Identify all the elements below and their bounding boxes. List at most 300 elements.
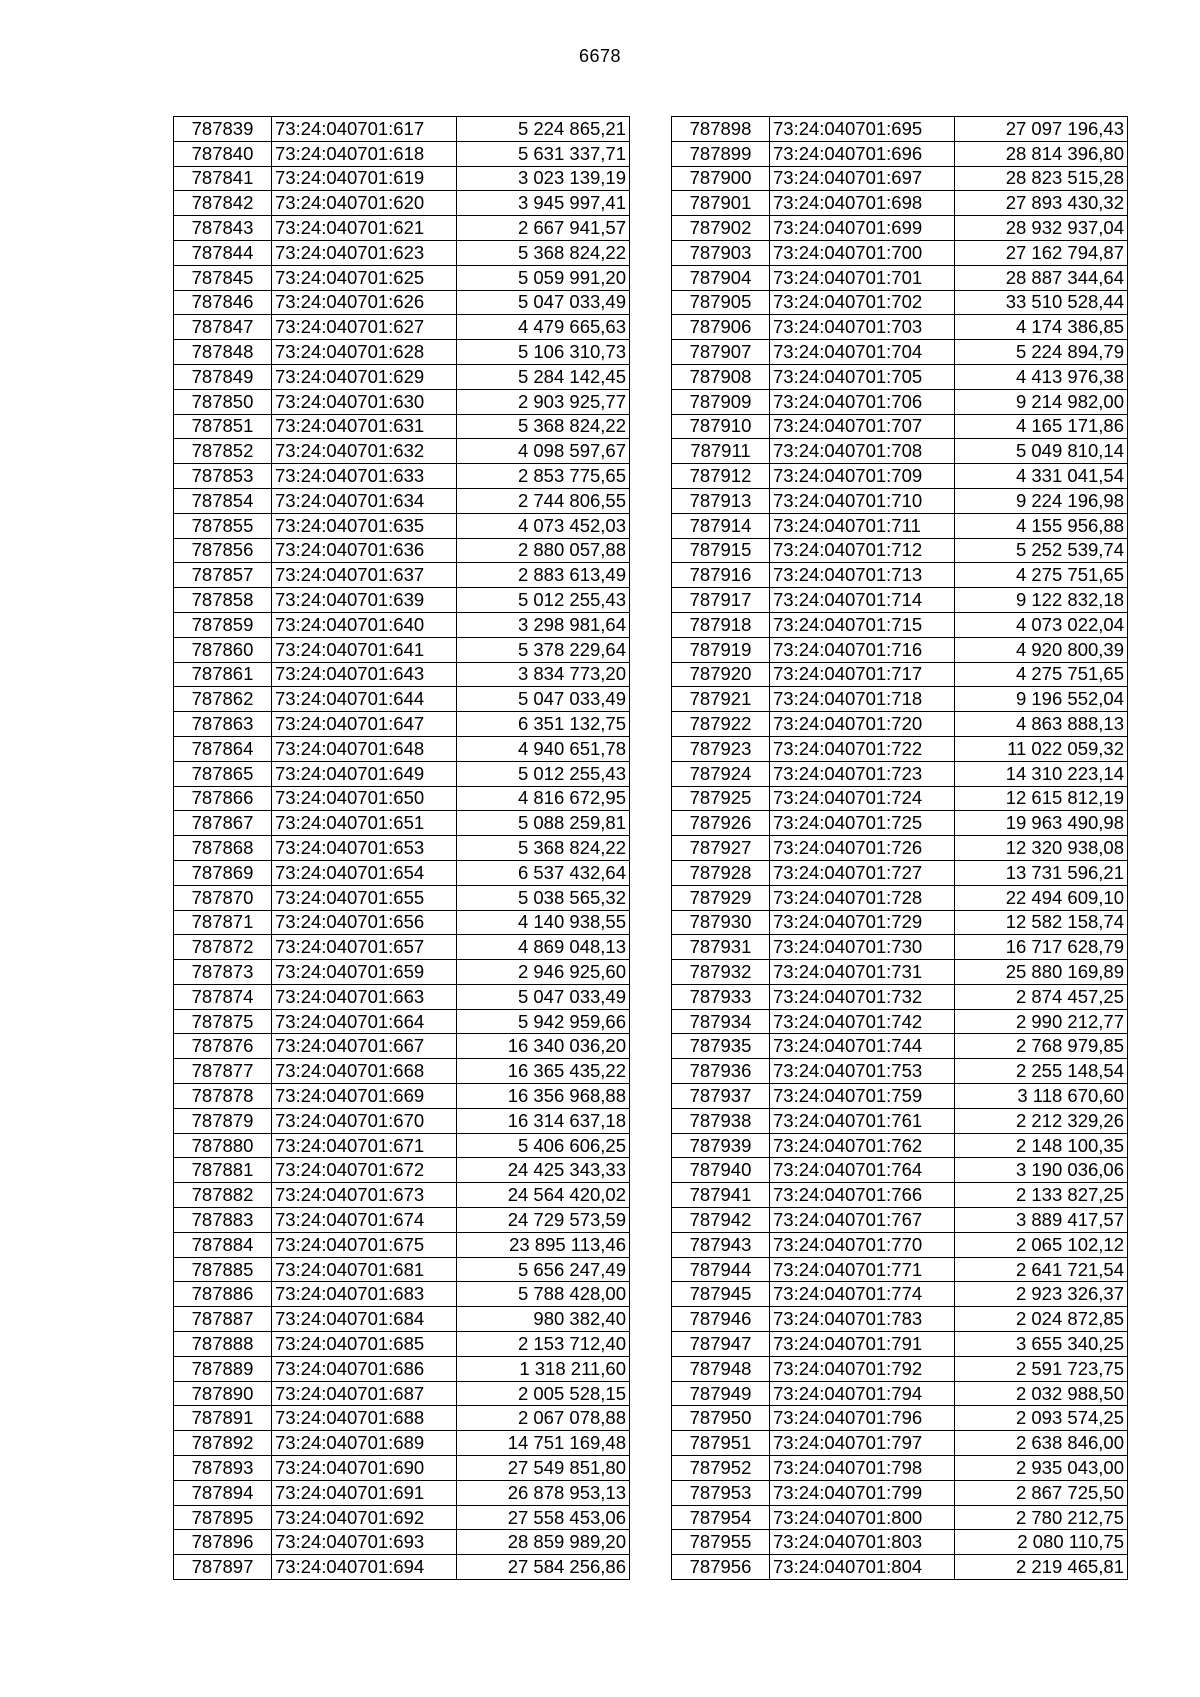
table-row bbox=[672, 414, 1128, 439]
record-number-cell: 787940 bbox=[672, 1158, 770, 1183]
record-number-cell: 787911 bbox=[672, 439, 770, 464]
cadastral-value-cell: 5 224 865,21 bbox=[457, 117, 630, 142]
cadastral-value-cell: 2 080 110,75 bbox=[955, 1530, 1128, 1555]
table-row bbox=[672, 1059, 1128, 1084]
table-row bbox=[174, 935, 630, 960]
table-row bbox=[672, 166, 1128, 191]
record-number-cell: 787948 bbox=[672, 1356, 770, 1381]
cadastral-number-cell: 73:24:040701:699 bbox=[770, 216, 955, 241]
table-row bbox=[672, 1530, 1128, 1555]
table-row bbox=[672, 1431, 1128, 1456]
record-number-cell: 787846 bbox=[174, 290, 272, 315]
table-row bbox=[174, 836, 630, 861]
table-row bbox=[672, 662, 1128, 687]
cadastral-number-cell: 73:24:040701:674 bbox=[272, 1208, 457, 1233]
cadastral-number-cell: 73:24:040701:715 bbox=[770, 612, 955, 637]
cadastral-number-cell: 73:24:040701:625 bbox=[272, 265, 457, 290]
record-number-cell: 787878 bbox=[174, 1084, 272, 1109]
cadastral-value-cell: 12 320 938,08 bbox=[955, 836, 1128, 861]
cadastral-value-cell: 12 582 158,74 bbox=[955, 910, 1128, 935]
cadastral-value-cell: 3 190 036,06 bbox=[955, 1158, 1128, 1183]
table-row bbox=[174, 1232, 630, 1257]
cadastral-number-cell: 73:24:040701:701 bbox=[770, 265, 955, 290]
table-row bbox=[672, 712, 1128, 737]
cadastral-value-cell: 5 047 033,49 bbox=[457, 984, 630, 1009]
cadastral-number-cell: 73:24:040701:730 bbox=[770, 935, 955, 960]
table-row bbox=[174, 885, 630, 910]
cadastral-number-cell: 73:24:040701:691 bbox=[272, 1480, 457, 1505]
cadastral-value-cell: 2 255 148,54 bbox=[955, 1059, 1128, 1084]
table-row bbox=[174, 1332, 630, 1357]
table-row bbox=[672, 736, 1128, 761]
cadastral-value-cell: 4 275 751,65 bbox=[955, 563, 1128, 588]
cadastral-number-cell: 73:24:040701:702 bbox=[770, 290, 955, 315]
table-row bbox=[174, 216, 630, 241]
table-row bbox=[174, 439, 630, 464]
cadastral-value-cell: 16 340 036,20 bbox=[457, 1034, 630, 1059]
table-row bbox=[672, 1555, 1128, 1580]
table-row bbox=[672, 117, 1128, 142]
table-row bbox=[174, 1555, 630, 1580]
table-row bbox=[672, 935, 1128, 960]
record-number-cell: 787922 bbox=[672, 712, 770, 737]
cadastral-number-cell: 73:24:040701:637 bbox=[272, 563, 457, 588]
table-row bbox=[174, 984, 630, 1009]
cadastral-value-cell: 5 631 337,71 bbox=[457, 141, 630, 166]
cadastral-number-cell: 73:24:040701:704 bbox=[770, 340, 955, 365]
table-row bbox=[174, 910, 630, 935]
record-number-cell: 787844 bbox=[174, 240, 272, 265]
record-number-cell: 787945 bbox=[672, 1282, 770, 1307]
table-row bbox=[672, 563, 1128, 588]
cadastral-number-cell: 73:24:040701:724 bbox=[770, 786, 955, 811]
cadastral-number-cell: 73:24:040701:697 bbox=[770, 166, 955, 191]
table-row bbox=[672, 439, 1128, 464]
record-number-cell: 787946 bbox=[672, 1307, 770, 1332]
cadastral-number-cell: 73:24:040701:729 bbox=[770, 910, 955, 935]
record-number-cell: 787907 bbox=[672, 340, 770, 365]
cadastral-value-cell: 5 047 033,49 bbox=[457, 687, 630, 712]
cadastral-value-cell: 2 153 712,40 bbox=[457, 1332, 630, 1357]
record-number-cell: 787953 bbox=[672, 1480, 770, 1505]
table-row bbox=[174, 389, 630, 414]
cadastral-number-cell: 73:24:040701:656 bbox=[272, 910, 457, 935]
cadastral-number-cell: 73:24:040701:641 bbox=[272, 637, 457, 662]
cadastral-number-cell: 73:24:040701:636 bbox=[272, 538, 457, 563]
record-number-cell: 787938 bbox=[672, 1108, 770, 1133]
record-number-cell: 787850 bbox=[174, 389, 272, 414]
table-row bbox=[174, 117, 630, 142]
record-number-cell: 787885 bbox=[174, 1257, 272, 1282]
page-number: 6678 bbox=[578, 46, 622, 66]
cadastral-value-cell: 16 717 628,79 bbox=[955, 935, 1128, 960]
cadastral-number-cell: 73:24:040701:659 bbox=[272, 960, 457, 985]
table-row bbox=[174, 464, 630, 489]
table-row bbox=[672, 513, 1128, 538]
record-number-cell: 787859 bbox=[174, 612, 272, 637]
cadastral-value-cell: 5 047 033,49 bbox=[457, 290, 630, 315]
cadastral-number-cell: 73:24:040701:710 bbox=[770, 488, 955, 513]
record-number-cell: 787920 bbox=[672, 662, 770, 687]
record-number-cell: 787934 bbox=[672, 1009, 770, 1034]
record-number-cell: 787909 bbox=[672, 389, 770, 414]
cadastral-value-cell: 4 413 976,38 bbox=[955, 364, 1128, 389]
cadastral-number-cell: 73:24:040701:700 bbox=[770, 240, 955, 265]
cadastral-number-cell: 73:24:040701:647 bbox=[272, 712, 457, 737]
cadastral-number-cell: 73:24:040701:708 bbox=[770, 439, 955, 464]
cadastral-value-cell: 3 298 981,64 bbox=[457, 612, 630, 637]
cadastral-value-table-right bbox=[671, 116, 1128, 1580]
table-row bbox=[174, 1530, 630, 1555]
table-row bbox=[174, 538, 630, 563]
table-row bbox=[672, 1456, 1128, 1481]
cadastral-number-cell: 73:24:040701:640 bbox=[272, 612, 457, 637]
record-number-cell: 787890 bbox=[174, 1381, 272, 1406]
cadastral-value-cell: 980 382,40 bbox=[457, 1307, 630, 1332]
record-number-cell: 787943 bbox=[672, 1232, 770, 1257]
cadastral-number-cell: 73:24:040701:639 bbox=[272, 588, 457, 613]
record-number-cell: 787918 bbox=[672, 612, 770, 637]
record-number-cell: 787898 bbox=[672, 117, 770, 142]
table-row bbox=[672, 1009, 1128, 1034]
record-number-cell: 787842 bbox=[174, 191, 272, 216]
record-number-cell: 787913 bbox=[672, 488, 770, 513]
record-number-cell: 787941 bbox=[672, 1183, 770, 1208]
record-number-cell: 787891 bbox=[174, 1406, 272, 1431]
table-row bbox=[672, 1257, 1128, 1282]
cadastral-number-cell: 73:24:040701:791 bbox=[770, 1332, 955, 1357]
cadastral-number-cell: 73:24:040701:720 bbox=[770, 712, 955, 737]
record-number-cell: 787888 bbox=[174, 1332, 272, 1357]
table-row bbox=[672, 1084, 1128, 1109]
cadastral-number-cell: 73:24:040701:792 bbox=[770, 1356, 955, 1381]
table-row bbox=[174, 563, 630, 588]
cadastral-value-cell: 4 940 651,78 bbox=[457, 736, 630, 761]
cadastral-value-cell: 4 098 597,67 bbox=[457, 439, 630, 464]
table-row bbox=[672, 1034, 1128, 1059]
record-number-cell: 787936 bbox=[672, 1059, 770, 1084]
cadastral-value-cell: 5 368 824,22 bbox=[457, 240, 630, 265]
cadastral-value-cell: 3 118 670,60 bbox=[955, 1084, 1128, 1109]
cadastral-value-cell: 2 867 725,50 bbox=[955, 1480, 1128, 1505]
table-row bbox=[174, 1133, 630, 1158]
cadastral-number-cell: 73:24:040701:689 bbox=[272, 1431, 457, 1456]
cadastral-number-cell: 73:24:040701:798 bbox=[770, 1456, 955, 1481]
cadastral-number-cell: 73:24:040701:653 bbox=[272, 836, 457, 861]
cadastral-value-cell: 28 887 344,64 bbox=[955, 265, 1128, 290]
record-number-cell: 787927 bbox=[672, 836, 770, 861]
table-row bbox=[174, 761, 630, 786]
table-row bbox=[672, 1183, 1128, 1208]
record-number-cell: 787889 bbox=[174, 1356, 272, 1381]
cadastral-value-cell: 6 351 132,75 bbox=[457, 712, 630, 737]
table-row bbox=[174, 1108, 630, 1133]
cadastral-number-cell: 73:24:040701:655 bbox=[272, 885, 457, 910]
cadastral-value-cell: 27 893 430,32 bbox=[955, 191, 1128, 216]
cadastral-value-cell: 14 310 223,14 bbox=[955, 761, 1128, 786]
table-row bbox=[174, 191, 630, 216]
cadastral-number-cell: 73:24:040701:620 bbox=[272, 191, 457, 216]
table-row bbox=[672, 364, 1128, 389]
cadastral-value-cell: 28 932 937,04 bbox=[955, 216, 1128, 241]
cadastral-number-cell: 73:24:040701:727 bbox=[770, 860, 955, 885]
table-row bbox=[174, 265, 630, 290]
cadastral-value-cell: 4 816 672,95 bbox=[457, 786, 630, 811]
cadastral-number-cell: 73:24:040701:681 bbox=[272, 1257, 457, 1282]
record-number-cell: 787868 bbox=[174, 836, 272, 861]
record-number-cell: 787892 bbox=[174, 1431, 272, 1456]
record-number-cell: 787856 bbox=[174, 538, 272, 563]
record-number-cell: 787864 bbox=[174, 736, 272, 761]
cadastral-number-cell: 73:24:040701:706 bbox=[770, 389, 955, 414]
cadastral-value-cell: 5 038 565,32 bbox=[457, 885, 630, 910]
table-row bbox=[672, 240, 1128, 265]
cadastral-value-cell: 3 834 773,20 bbox=[457, 662, 630, 687]
cadastral-number-cell: 73:24:040701:804 bbox=[770, 1555, 955, 1580]
cadastral-number-cell: 73:24:040701:762 bbox=[770, 1133, 955, 1158]
cadastral-value-cell: 4 073 022,04 bbox=[955, 612, 1128, 637]
record-number-cell: 787944 bbox=[672, 1257, 770, 1282]
record-number-cell: 787848 bbox=[174, 340, 272, 365]
cadastral-value-cell: 4 863 888,13 bbox=[955, 712, 1128, 737]
cadastral-number-cell: 73:24:040701:726 bbox=[770, 836, 955, 861]
table-row bbox=[672, 464, 1128, 489]
cadastral-number-cell: 73:24:040701:783 bbox=[770, 1307, 955, 1332]
table-row bbox=[672, 1505, 1128, 1530]
record-number-cell: 787926 bbox=[672, 811, 770, 836]
cadastral-value-cell: 2 024 872,85 bbox=[955, 1307, 1128, 1332]
table-row bbox=[672, 910, 1128, 935]
table-row bbox=[672, 315, 1128, 340]
table-row bbox=[174, 513, 630, 538]
record-number-cell: 787950 bbox=[672, 1406, 770, 1431]
cadastral-number-cell: 73:24:040701:722 bbox=[770, 736, 955, 761]
record-number-cell: 787906 bbox=[672, 315, 770, 340]
cadastral-number-cell: 73:24:040701:716 bbox=[770, 637, 955, 662]
record-number-cell: 787861 bbox=[174, 662, 272, 687]
table-row bbox=[174, 786, 630, 811]
cadastral-number-cell: 73:24:040701:690 bbox=[272, 1456, 457, 1481]
record-number-cell: 787879 bbox=[174, 1108, 272, 1133]
table-row bbox=[174, 488, 630, 513]
record-number-cell: 787952 bbox=[672, 1456, 770, 1481]
table-row bbox=[672, 216, 1128, 241]
cadastral-value-cell: 4 275 751,65 bbox=[955, 662, 1128, 687]
record-number-cell: 787928 bbox=[672, 860, 770, 885]
cadastral-number-cell: 73:24:040701:627 bbox=[272, 315, 457, 340]
cadastral-value-cell: 5 788 428,00 bbox=[457, 1282, 630, 1307]
cadastral-number-cell: 73:24:040701:673 bbox=[272, 1183, 457, 1208]
table-row bbox=[672, 612, 1128, 637]
cadastral-number-cell: 73:24:040701:651 bbox=[272, 811, 457, 836]
cadastral-number-cell: 73:24:040701:714 bbox=[770, 588, 955, 613]
cadastral-value-cell: 4 479 665,63 bbox=[457, 315, 630, 340]
cadastral-value-cell: 2 946 925,60 bbox=[457, 960, 630, 985]
cadastral-number-cell: 73:24:040701:723 bbox=[770, 761, 955, 786]
cadastral-value-cell: 33 510 528,44 bbox=[955, 290, 1128, 315]
table-row bbox=[174, 1183, 630, 1208]
table-row bbox=[672, 588, 1128, 613]
cadastral-value-cell: 22 494 609,10 bbox=[955, 885, 1128, 910]
record-number-cell: 787873 bbox=[174, 960, 272, 985]
cadastral-value-cell: 4 869 048,13 bbox=[457, 935, 630, 960]
cadastral-number-cell: 73:24:040701:693 bbox=[272, 1530, 457, 1555]
cadastral-number-cell: 73:24:040701:717 bbox=[770, 662, 955, 687]
record-number-cell: 787870 bbox=[174, 885, 272, 910]
cadastral-number-cell: 73:24:040701:742 bbox=[770, 1009, 955, 1034]
cadastral-number-cell: 73:24:040701:696 bbox=[770, 141, 955, 166]
record-number-cell: 787954 bbox=[672, 1505, 770, 1530]
table-row bbox=[174, 1381, 630, 1406]
cadastral-value-cell: 28 823 515,28 bbox=[955, 166, 1128, 191]
cadastral-value-table-left bbox=[173, 116, 630, 1580]
table-row bbox=[174, 1059, 630, 1084]
record-number-cell: 787895 bbox=[174, 1505, 272, 1530]
table-row bbox=[174, 811, 630, 836]
record-number-cell: 787872 bbox=[174, 935, 272, 960]
record-number-cell: 787839 bbox=[174, 117, 272, 142]
cadastral-number-cell: 73:24:040701:713 bbox=[770, 563, 955, 588]
table-row bbox=[672, 1332, 1128, 1357]
cadastral-value-cell: 2 667 941,57 bbox=[457, 216, 630, 241]
table-row bbox=[174, 662, 630, 687]
cadastral-number-cell: 73:24:040701:707 bbox=[770, 414, 955, 439]
table-row bbox=[174, 1084, 630, 1109]
record-number-cell: 787894 bbox=[174, 1480, 272, 1505]
cadastral-number-cell: 73:24:040701:649 bbox=[272, 761, 457, 786]
record-number-cell: 787886 bbox=[174, 1282, 272, 1307]
record-number-cell: 787882 bbox=[174, 1183, 272, 1208]
cadastral-value-cell: 2 093 574,25 bbox=[955, 1406, 1128, 1431]
table-row bbox=[174, 1505, 630, 1530]
record-number-cell: 787937 bbox=[672, 1084, 770, 1109]
cadastral-number-cell: 73:24:040701:623 bbox=[272, 240, 457, 265]
cadastral-number-cell: 73:24:040701:685 bbox=[272, 1332, 457, 1357]
cadastral-value-cell: 2 883 613,49 bbox=[457, 563, 630, 588]
record-number-cell: 787875 bbox=[174, 1009, 272, 1034]
record-number-cell: 787849 bbox=[174, 364, 272, 389]
cadastral-value-cell: 2 032 988,50 bbox=[955, 1381, 1128, 1406]
table-row bbox=[174, 860, 630, 885]
cadastral-number-cell: 73:24:040701:761 bbox=[770, 1108, 955, 1133]
table-row bbox=[174, 315, 630, 340]
cadastral-value-cell: 3 655 340,25 bbox=[955, 1332, 1128, 1357]
cadastral-number-cell: 73:24:040701:630 bbox=[272, 389, 457, 414]
record-number-cell: 787847 bbox=[174, 315, 272, 340]
record-number-cell: 787955 bbox=[672, 1530, 770, 1555]
cadastral-value-cell: 4 331 041,54 bbox=[955, 464, 1128, 489]
record-number-cell: 787852 bbox=[174, 439, 272, 464]
record-number-cell: 787923 bbox=[672, 736, 770, 761]
cadastral-value-cell: 4 920 800,39 bbox=[955, 637, 1128, 662]
table-row bbox=[174, 1009, 630, 1034]
record-number-cell: 787900 bbox=[672, 166, 770, 191]
cadastral-number-cell: 73:24:040701:675 bbox=[272, 1232, 457, 1257]
cadastral-value-cell: 26 878 953,13 bbox=[457, 1480, 630, 1505]
cadastral-number-cell: 73:24:040701:643 bbox=[272, 662, 457, 687]
record-number-cell: 787880 bbox=[174, 1133, 272, 1158]
table-row bbox=[672, 191, 1128, 216]
cadastral-value-cell: 2 591 723,75 bbox=[955, 1356, 1128, 1381]
record-number-cell: 787912 bbox=[672, 464, 770, 489]
record-number-cell: 787956 bbox=[672, 1555, 770, 1580]
record-number-cell: 787908 bbox=[672, 364, 770, 389]
cadastral-value-cell: 5 224 894,79 bbox=[955, 340, 1128, 365]
cadastral-value-cell: 5 012 255,43 bbox=[457, 761, 630, 786]
cadastral-number-cell: 73:24:040701:684 bbox=[272, 1307, 457, 1332]
cadastral-number-cell: 73:24:040701:632 bbox=[272, 439, 457, 464]
record-number-cell: 787902 bbox=[672, 216, 770, 241]
table-row bbox=[174, 364, 630, 389]
record-number-cell: 787887 bbox=[174, 1307, 272, 1332]
cadastral-number-cell: 73:24:040701:800 bbox=[770, 1505, 955, 1530]
cadastral-number-cell: 73:24:040701:654 bbox=[272, 860, 457, 885]
record-number-cell: 787853 bbox=[174, 464, 272, 489]
cadastral-number-cell: 73:24:040701:634 bbox=[272, 488, 457, 513]
table-row bbox=[672, 885, 1128, 910]
cadastral-number-cell: 73:24:040701:764 bbox=[770, 1158, 955, 1183]
record-number-cell: 787932 bbox=[672, 960, 770, 985]
table-row bbox=[174, 166, 630, 191]
record-number-cell: 787919 bbox=[672, 637, 770, 662]
record-number-cell: 787917 bbox=[672, 588, 770, 613]
cadastral-number-cell: 73:24:040701:629 bbox=[272, 364, 457, 389]
record-number-cell: 787876 bbox=[174, 1034, 272, 1059]
cadastral-value-cell: 28 859 989,20 bbox=[457, 1530, 630, 1555]
cadastral-number-cell: 73:24:040701:644 bbox=[272, 687, 457, 712]
table-row bbox=[174, 960, 630, 985]
cadastral-value-cell: 27 097 196,43 bbox=[955, 117, 1128, 142]
cadastral-value-cell: 11 022 059,32 bbox=[955, 736, 1128, 761]
record-number-cell: 787843 bbox=[174, 216, 272, 241]
record-number-cell: 787840 bbox=[174, 141, 272, 166]
table-row bbox=[672, 1406, 1128, 1431]
cadastral-number-cell: 73:24:040701:664 bbox=[272, 1009, 457, 1034]
cadastral-value-cell: 9 214 982,00 bbox=[955, 389, 1128, 414]
cadastral-number-cell: 73:24:040701:766 bbox=[770, 1183, 955, 1208]
record-number-cell: 787921 bbox=[672, 687, 770, 712]
cadastral-value-cell: 5 252 539,74 bbox=[955, 538, 1128, 563]
table-row bbox=[672, 538, 1128, 563]
table-row bbox=[174, 1356, 630, 1381]
cadastral-value-cell: 5 368 824,22 bbox=[457, 414, 630, 439]
record-number-cell: 787942 bbox=[672, 1208, 770, 1233]
cadastral-number-cell: 73:24:040701:703 bbox=[770, 315, 955, 340]
table-row bbox=[672, 1307, 1128, 1332]
table-row bbox=[672, 984, 1128, 1009]
record-number-cell: 787929 bbox=[672, 885, 770, 910]
record-number-cell: 787939 bbox=[672, 1133, 770, 1158]
record-number-cell: 787857 bbox=[174, 563, 272, 588]
cadastral-number-cell: 73:24:040701:633 bbox=[272, 464, 457, 489]
cadastral-value-cell: 3 889 417,57 bbox=[955, 1208, 1128, 1233]
cadastral-value-cell: 4 165 171,86 bbox=[955, 414, 1128, 439]
table-row bbox=[672, 637, 1128, 662]
record-number-cell: 787896 bbox=[174, 1530, 272, 1555]
record-number-cell: 787947 bbox=[672, 1332, 770, 1357]
cadastral-number-cell: 73:24:040701:803 bbox=[770, 1530, 955, 1555]
table-row bbox=[174, 141, 630, 166]
table-row bbox=[672, 389, 1128, 414]
cadastral-value-cell: 5 049 810,14 bbox=[955, 439, 1128, 464]
cadastral-value-cell: 28 814 396,80 bbox=[955, 141, 1128, 166]
cadastral-number-cell: 73:24:040701:683 bbox=[272, 1282, 457, 1307]
record-number-cell: 787893 bbox=[174, 1456, 272, 1481]
cadastral-value-cell: 6 537 432,64 bbox=[457, 860, 630, 885]
record-number-cell: 787933 bbox=[672, 984, 770, 1009]
cadastral-number-cell: 73:24:040701:711 bbox=[770, 513, 955, 538]
cadastral-value-cell: 2 768 979,85 bbox=[955, 1034, 1128, 1059]
